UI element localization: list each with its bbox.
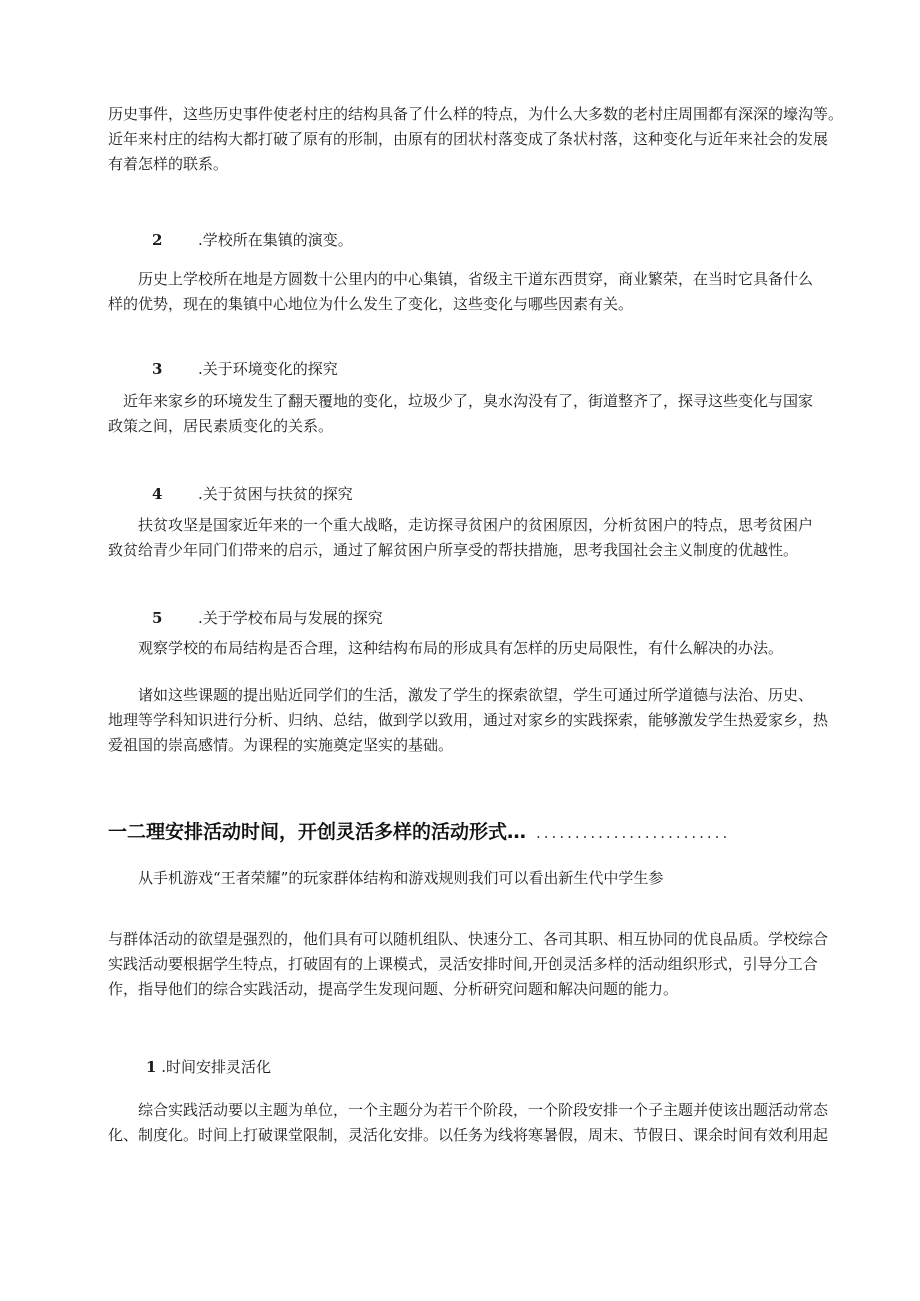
paragraph-line: 作，指导他们的综合实践活动，提高学生发现问题、分析研究问题和解决问题的能力。 (108, 980, 679, 998)
topic-heading-5 (152, 607, 383, 629)
subsection-number: 1 (146, 1058, 157, 1076)
paragraph-line: 爱祖国的崇高感情。为课程的实施奠定坚实的基础。 (108, 736, 454, 754)
topic-body-4 (108, 513, 920, 563)
paragraph-line: 近年来家乡的环境发生了翻天覆地的变化，垃圾少了，臭水沟没有了，街道整齐了，探寻这些变化与国家 (108, 392, 814, 410)
topic-title: .关于环境变化的探究 (198, 360, 338, 378)
topic-body-2 (108, 267, 920, 317)
summary-paragraph (108, 683, 920, 758)
paragraph-line: 实践活动要根据学生特点，打破固有的上课模式，灵活安排时间,开创灵活多样的活动组织形式，引导分工合 (108, 955, 818, 973)
topic-title: .关于学校布局与发展的探究 (198, 609, 383, 627)
topic-title: .学校所在集镇的演变。 (198, 231, 353, 249)
section-paragraph (108, 927, 920, 1002)
section-intro (108, 866, 920, 891)
paragraph-line: 诸如这些课题的提出贴近同学们的生活，激发了学生的探索欲望，学生可通过所学道德与法治、历史、 (108, 686, 814, 704)
topic-number: 2 (152, 231, 163, 249)
paragraph-line: 样的优势，现在的集镇中心地位为什么发生了变化，这些变化与哪些因素有关。 (108, 295, 634, 313)
subsection-paragraph (108, 1098, 920, 1148)
topic-number: 4 (152, 485, 163, 503)
paragraph-line: 致贫给青少年同门们带来的启示，通过了解贫困户所享受的帮扶措施，思考我国社会主义制度的优越性。 (108, 541, 799, 559)
topic-heading-4 (152, 483, 353, 505)
paragraph-line: 从手机游戏“王者荣耀”的玩家群体结构和游戏规则我们可以看出新生代中学生参 (108, 869, 664, 887)
section-title: 一二理安排活动时间，开创灵活多样的活动形式… (108, 821, 527, 843)
paragraph-line: 与群体活动的欲望是强烈的，他们具有可以随机组队、快速分工、各司其职、相互协同的优良品质。学校综合 (108, 930, 829, 948)
paragraph-line: 化、制度化。时间上打破课堂限制，灵活化安排。以任务为线将寒暑假，周末、节假日、课余时间有效利用起 (108, 1126, 829, 1144)
topic-number: 3 (152, 360, 163, 378)
topic-body-3 (108, 389, 920, 439)
topic-number: 5 (152, 609, 163, 627)
intro-paragraph (108, 102, 920, 177)
paragraph-line: 近年来村庄的结构大都打破了原有的形制，由原有的团状村落变成了条状村落，这种变化与近年来社会的发展 (108, 130, 829, 148)
paragraph-line: 历史事件，这些历史事件使老村庄的结构具备了什么样的特点，为什么大多数的老村庄周围都有深深的壕沟等。 (108, 105, 844, 123)
subsection-title: .时间安排灵活化 (161, 1058, 271, 1076)
section-heading (108, 818, 920, 847)
subsection-heading-1 (146, 1056, 271, 1078)
paragraph-line: 有着怎样的联系。 (108, 155, 229, 173)
topic-heading-2 (152, 229, 353, 251)
topic-heading-3 (152, 358, 338, 380)
paragraph-line: 扶贫攻坚是国家近年来的一个重大战略，走访探寻贫困户的贫困原因，分析贫困户的特点，思考贫困户 (108, 516, 814, 534)
paragraph-line: 综合实践活动要以主题为单位，一个主题分为若干个阶段，一个阶段安排一个子主题并使该出题活动常态 (108, 1101, 829, 1119)
paragraph-line: 政策之间，居民素质变化的关系。 (108, 417, 334, 435)
paragraph-line: 地理等学科知识进行分析、归纳、总结，做到学以致用，通过对家乡的实践探索，能够激发学生热爱家乡，热 (108, 711, 829, 729)
paragraph-line: 观察学校的布局结构是否合理，这种结构布局的形成具有怎样的历史局限性，有什么解决的办法。 (108, 639, 784, 657)
toc-leader-dots: ......................... (536, 824, 731, 842)
topic-body-5 (108, 636, 920, 661)
topic-title: .关于贫困与扶贫的探究 (198, 485, 353, 503)
paragraph-line: 历史上学校所在地是方圆数十公里内的中心集镇，省级主干道东西贯穿，商业繁荣，在当时它具备什么 (108, 270, 814, 288)
